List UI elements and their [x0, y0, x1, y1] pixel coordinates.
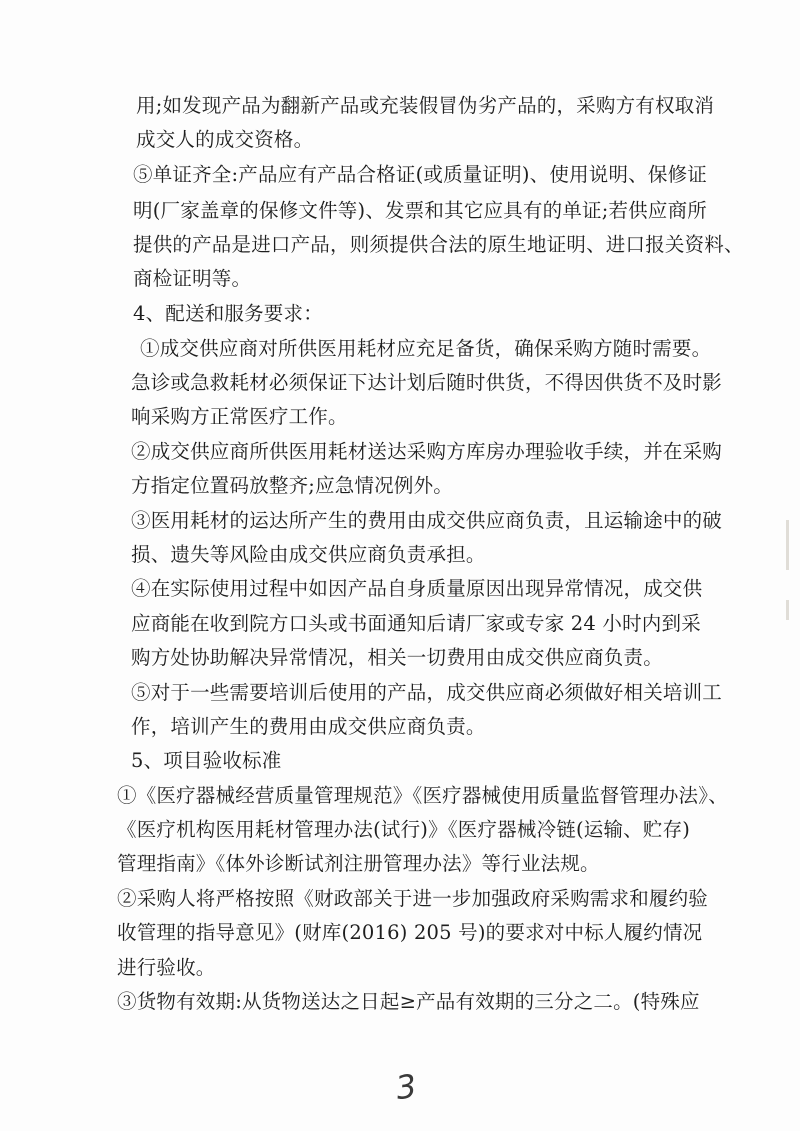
- text-line: 进行验收。: [117, 956, 216, 979]
- text-line: 《医疗机构医用耗材管理办法(试行)》《医疗器械冷链(运输、贮存): [117, 818, 691, 841]
- text-line: 商检证明等。: [133, 267, 252, 290]
- text-line: 响采购方正常医疗工作。: [131, 405, 348, 428]
- text-line: ①《医疗器械经营质量管理规范》《医疗器械使用质量监督管理办法》、: [117, 784, 728, 807]
- text-line: 作，培训产生的费用由成交供应商负责。: [131, 715, 486, 738]
- text-line: ②成交供应商所供医用耗材送达采购方库房办理验收手续，并在采购: [131, 440, 723, 463]
- text-line: 方指定位置码放整齐;应急情况例外。: [131, 474, 453, 497]
- text-line: 急诊或急救耗材必须保证下达计划后随时供货，不得因供货不及时影: [131, 371, 723, 394]
- text-line: ②采购人将严格按照《财政部关于进一步加强政府采购需求和履约验: [117, 887, 709, 910]
- section-heading: 5、项目验收标准: [131, 749, 282, 772]
- text-line: 管理指南》《体外诊断试剂注册管理办法》等行业法规。: [117, 852, 600, 875]
- text-line: 提供的产品是进口产品，则须提供合法的原生地证明、进口报关资料、: [133, 233, 744, 256]
- page-number: 3: [393, 1066, 419, 1108]
- text-line: 明(厂家盖章的保修文件等)、发票和其它应具有的单证;若供应商所: [133, 199, 707, 222]
- text-line: ⑤单证齐全:产品应有产品合格证(或质量证明)、使用说明、保修证: [133, 163, 707, 186]
- text-line: 购方处协助解决异常情况，相关一切费用由成交供应商负责。: [131, 646, 663, 669]
- text-line: ①成交供应商对所供医用耗材应充足备货，确保采购方随时需要。: [140, 337, 712, 360]
- text-line: ③医用耗材的运达所产生的费用由成交供应商负责，且运输途中的破: [131, 509, 723, 532]
- text-line: 用;如发现产品为翻新产品或充装假冒伪劣产品的，采购方有权取消: [136, 94, 715, 117]
- text-line: ⑤对于一些需要培训后使用的产品，成交供应商必须做好相关培训工: [131, 681, 723, 704]
- text-line: 成交人的成交资格。: [136, 128, 314, 151]
- scan-edge-mark: [786, 520, 789, 570]
- text-line: 损、遗失等风险由成交供应商负责承担。: [131, 543, 486, 566]
- text-line: ④在实际使用过程中如因产品自身质量原因出现异常情况，成交供: [131, 577, 703, 600]
- scan-edge-mark: [786, 600, 789, 620]
- text-line: ③货物有效期:从货物送达之日起≥产品有效期的三分之二。(特殊应: [117, 990, 700, 1013]
- section-heading: 4、配送和服务要求：: [133, 302, 323, 325]
- text-line: 收管理的指导意见》(财库(2016) 205 号)的要求对中标人履约情况: [117, 921, 703, 944]
- text-line: 应商能在收到院方口头或书面通知后请厂家或专家 24 小时内到采: [131, 612, 701, 635]
